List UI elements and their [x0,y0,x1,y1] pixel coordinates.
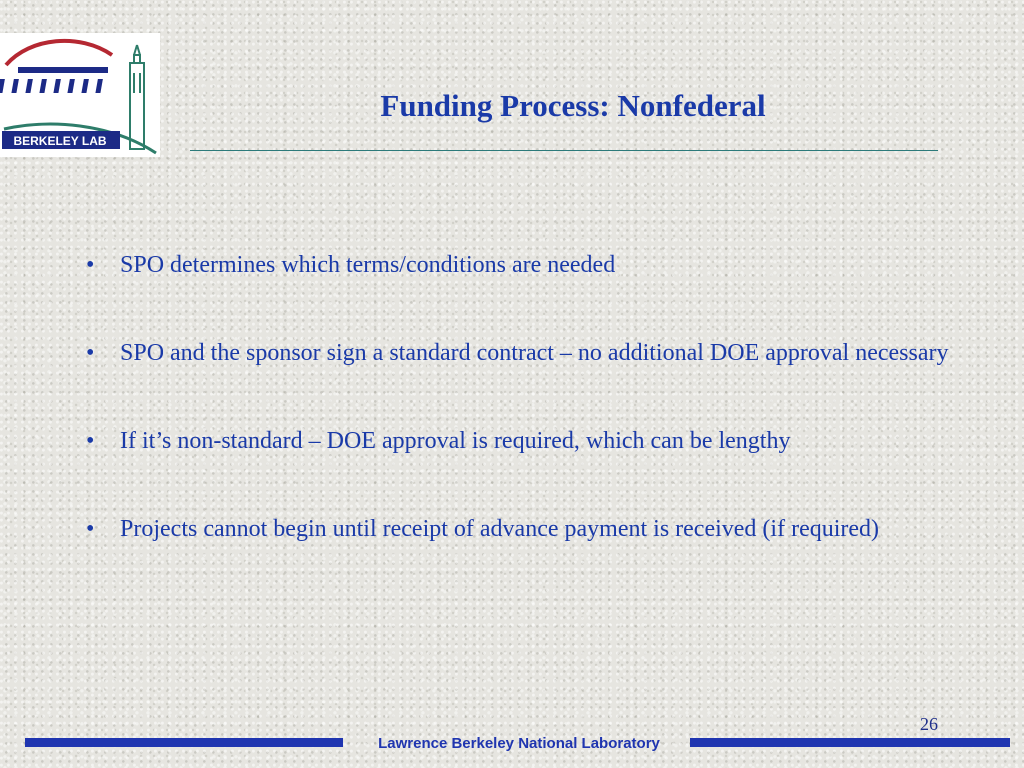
berkeley-lab-logo-icon [0,33,160,157]
footer-text: Lawrence Berkeley National Laboratory [378,735,660,752]
bullet-text: Projects cannot begin until receipt of advance payment is received (if required) [120,516,880,542]
footer-bar-left [25,738,343,747]
bullet-marker: • [86,428,95,454]
bullet-item [86,250,996,281]
bullet-item [86,514,996,545]
footer-bar-right [690,738,1010,747]
bullet-marker: • [86,516,95,542]
bullet-list [86,250,996,602]
bullet-marker: • [86,340,95,366]
bullet-text: SPO and the sponsor sign a standard contract – no additional DOE approval necessary [120,340,949,366]
bullet-item [86,426,996,457]
bullet-item [86,338,996,369]
bullet-text: If it’s non-standard – DOE approval is required, which can be lengthy [120,428,791,454]
bullet-marker: • [86,252,95,278]
berkeley-lab-logo [0,33,160,157]
logo-text: BERKELEY LAB [13,134,107,148]
bullet-text: SPO determines which terms/conditions are needed [120,252,616,278]
page-number: 26 [920,714,938,734]
title-divider [190,150,938,151]
slide-title: Funding Process: Nonfederal [380,88,766,123]
